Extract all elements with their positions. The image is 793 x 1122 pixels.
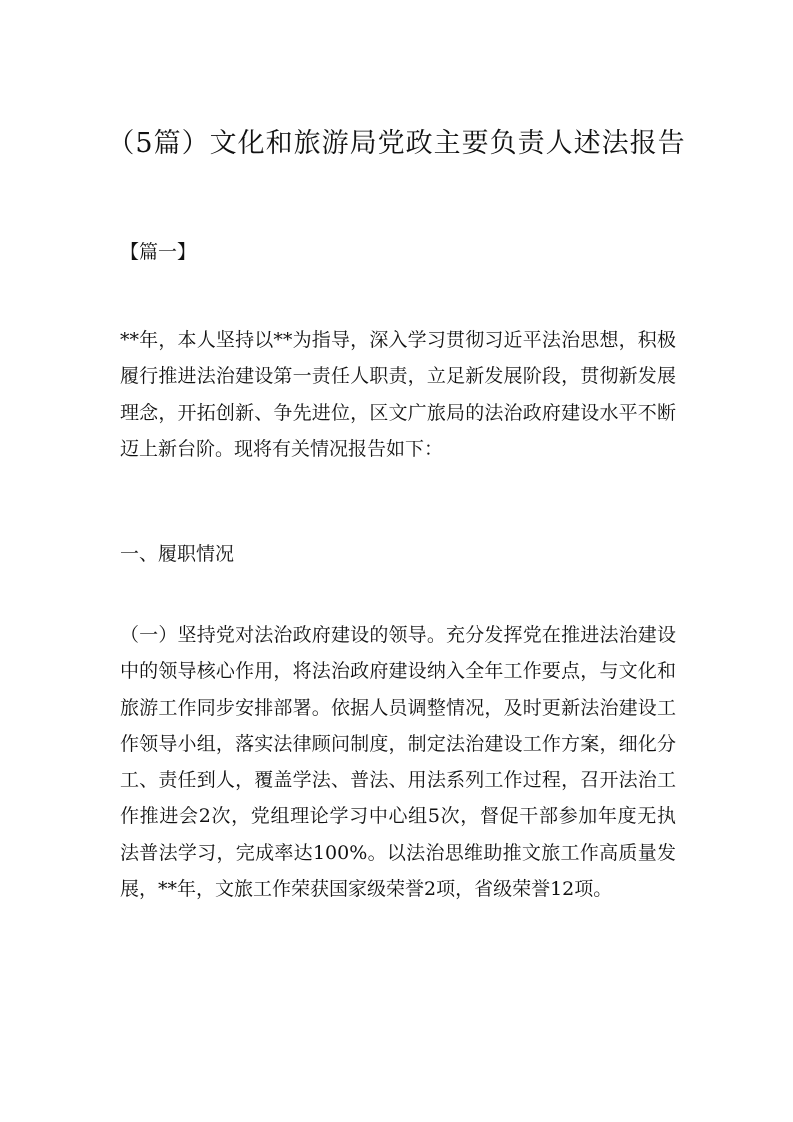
intro-paragraph: **年，本人坚持以**为指导，深入学习贯彻习近平法治思想，积极履行推进法治建设第一责任人职责，立足新发展阶段，贯彻新发展理念，开拓创新、争先进位，区文广旅局的法治政府建设水平不断迈上新台阶。现将有关情况报告如下： — [120, 329, 676, 460]
section-heading: 一、履职情况 — [120, 543, 235, 565]
document-title: （5篇）文化和旅游局党政主要负责人述法报告 — [107, 128, 686, 159]
section-label: 【篇一】 — [120, 241, 197, 263]
body-paragraph: （一）坚持党对法治政府建设的领导。充分发挥党在推进法治建设中的领导核心作用，将法治政府建设纳入全年工作要点，与文化和旅游工作同步安排部署。依据人员调整情况，及时更新法治建设工作领导小组，落实法律顾问制度，制定法治建设工作方案，细化分工、责任到人，覆盖学法、普法、用法系列工作过程，召开法治工作推进会2次，党组理论学习中心组5次，督促干部参加年度无执法普法学习，完成率达100%。以法治思维助推文旅工作高质量发展，**年，文旅工作荣获国家级荣誉2项，省级荣誉12项。 — [120, 624, 676, 901]
